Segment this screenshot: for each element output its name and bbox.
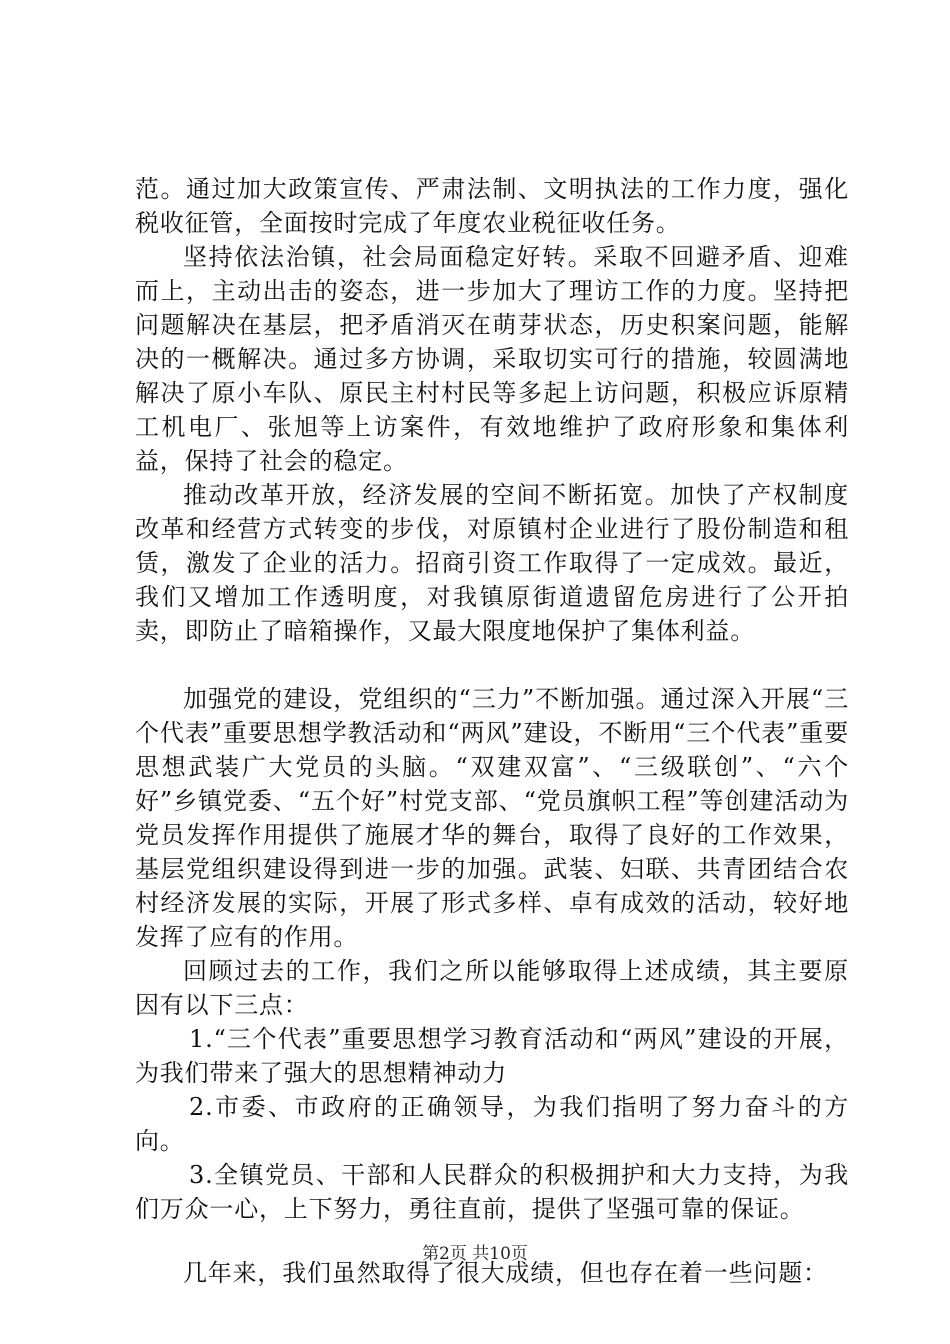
page-footer: 第2页 共10页 (422, 1244, 528, 1264)
paragraph-gap (135, 648, 849, 682)
list-item-3: 3.全镇党员、干部和人民群众的积极拥护和大力支持，为我们万众一心，上下努力，勇往直前，提供了坚强可靠的保证。 (135, 1161, 849, 1223)
paragraph-review: 回顾过去的工作，我们之所以能够取得上述成绩，其主要原因有以下三点： (135, 957, 849, 1019)
document-body (135, 172, 849, 1290)
list-item-2: 2.市委、市政府的正确领导，为我们指明了努力奋斗的方向。 (135, 1093, 849, 1155)
paragraph-party-building: 加强党的建设，党组织的“三力”不断加强。通过深入开展“三个代表”重要思想学教活动和“两风”建设，不断用“三个代表”重要思想武装广大党员的头脑。“双建双富”、“三级联创”、“六个好”乡镇党委、“五个好”村党支部、“党员旗帜工程”等创建活动为党员发挥作用提供了施展才华的舞台，取得了良好的工作效果，基层党组织建设得到进一步的加强。武装、妇联、共青团结合农村经济发展的实际，开展了形式多样、卓有成效的活动，较好地发挥了应有的作用。 (135, 685, 849, 951)
list-item-1: 1.“三个代表”重要思想学习教育活动和“两风”建设的开展，为我们带来了强大的思想精神动力 (135, 1025, 849, 1087)
paragraph-rule-of-law: 坚持依法治镇，社会局面稳定好转。采取不回避矛盾、迎难而上，主动出击的姿态，进一步加大了理访工作的力度。坚持把问题解决在基层，把矛盾消灭在萌芽状态，历史积案问题，能解决的一概解决。通过多方协调，采取切实可行的措施，较圆满地解决了原小车队、原民主村村民等多起上访问题，积极应诉原精工机电厂、张旭等上访案件，有效地维护了政府形象和集体利益，保持了社会的稳定。 (135, 243, 849, 475)
paragraph-tax-collection: 范。通过加大政策宣传、严肃法制、文明执法的工作力度，强化税收征管，全面按时完成了年度农业税征收任务。 (135, 175, 849, 237)
paragraph-reform-opening: 推动改革开放，经济发展的空间不断拓宽。加快了产权制度改革和经营方式转变的步伐，对原镇村企业进行了股份制造和租赁，激发了企业的活力。招商引资工作取得了一定成效。最近，我们又增加工作透明度，对我镇原街道遗留危房进行了公开拍卖，即防止了暗箱操作，又最大限度地保护了集体利益。 (135, 481, 849, 645)
paragraph-problems: 几年来，我们虽然取得了很大成绩，但也存在着一些问题： (183, 1259, 828, 1287)
